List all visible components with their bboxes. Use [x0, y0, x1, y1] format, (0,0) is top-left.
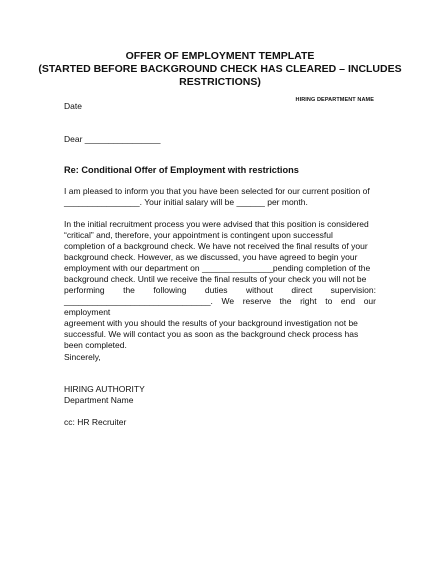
- paragraph-line: background check. Until we receive the final results of your check you will not be: [64, 274, 367, 284]
- paragraph-line: performing the following duties without direct supervision:: [64, 285, 376, 295]
- paragraph-line: been completed.: [64, 340, 127, 350]
- paragraph-line: completion of a background check. We have not received the final results of your: [64, 241, 368, 251]
- cc-line: cc: HR Recruiter: [64, 417, 127, 427]
- signer-department: Department Name: [64, 395, 134, 405]
- hiring-department-name: HIRING DEPARTMENT NAME: [295, 97, 374, 103]
- document-title: OFFER OF EMPLOYMENT TEMPLATE: [125, 50, 315, 62]
- paragraph-line: I am pleased to inform you that you have been selected for our current position of: [64, 186, 370, 196]
- paragraph-line: In the initial recruitment process you were advised that this position is considered: [64, 219, 369, 229]
- signer-title: HIRING AUTHORITY: [64, 384, 145, 394]
- paragraph-line: successful. We will contact you as soon as the background check process has: [64, 329, 359, 339]
- paragraph-line: ________________. Your initial salary will be ______ per month.: [64, 197, 308, 207]
- paragraph-line: _______________________________. We reserve the right to end our employment: [64, 296, 376, 317]
- salutation: Dear ________________: [64, 134, 161, 144]
- document-subtitle-line2: RESTRICTIONS): [179, 76, 261, 88]
- paragraph-line: employment with our department on _______________pending completion of the: [64, 263, 371, 273]
- paragraph-line: agreement with you should the results of your background investigation not be: [64, 318, 358, 328]
- document-subtitle-line1: (STARTED BEFORE BACKGROUND CHECK HAS CLEARED – INCLUDES: [38, 63, 402, 75]
- subject-line: Re: Conditional Offer of Employment with restrictions: [64, 165, 299, 175]
- paragraph-line: background check. However, as we discussed, you have agreed to begin your: [64, 252, 358, 262]
- paragraph-background-check: [64, 219, 376, 351]
- paragraph-line: “critical” and, therefore, your appointment is contingent upon successful: [64, 230, 333, 240]
- closing: Sincerely,: [64, 352, 101, 362]
- paragraph-position-salary: [64, 186, 376, 208]
- date-label: Date: [64, 101, 82, 111]
